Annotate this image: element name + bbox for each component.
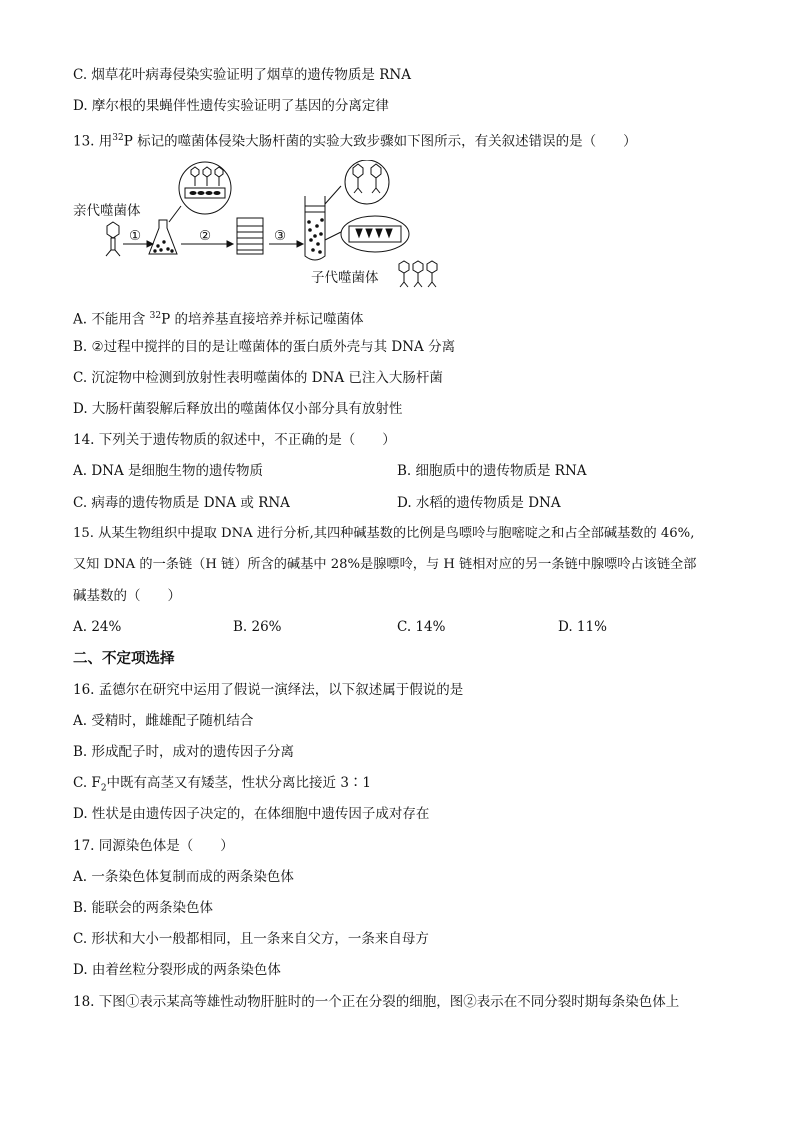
offspring-phage-icons xyxy=(399,261,437,287)
culture-flask-icon xyxy=(149,220,177,254)
section-heading: 二、不定项选择 xyxy=(73,651,175,667)
q15-option-b: B. 26% xyxy=(233,619,282,635)
infection-zoom-circle xyxy=(179,162,231,214)
q17-stem: 17. 同源染色体是（ ） xyxy=(73,838,234,854)
q15-option-c: C. 14% xyxy=(397,619,446,635)
q16-stem: 16. 孟德尔在研究中运用了假说一演绎法，以下叙述属于假说的是 xyxy=(73,682,464,698)
q13-option-d: D. 大肠杆菌裂解后释放出的噬菌体仅小部分具有放射性 xyxy=(73,401,403,417)
q13-option-c: C. 沉淀物中检测到放射性表明噬菌体的 DNA 已注入大肠杆菌 xyxy=(73,370,443,386)
q16-option-b: B. 形成配子时，成对的遗传因子分离 xyxy=(73,744,295,760)
centrifuge-tube-icon xyxy=(305,196,325,260)
step-2-label: ② xyxy=(199,228,212,244)
q16-option-a: A. 受精时，雌雄配子随机结合 xyxy=(73,713,254,729)
q15-stem-line2: 又知 DNA 的一条链（H 链）所含的碱基中 28%是腺嘌呤，与 H 链相对应的另一条链中腺嘌呤占该链全部 xyxy=(73,557,697,572)
q17-option-c: C. 形状和大小一般都相同，且一条来自父方，一条来自母方 xyxy=(73,931,429,947)
q13-option-a: A. 不能用含 $^{32}$P 的培养基直接培养并标记噬菌体 xyxy=(73,311,364,328)
q17-option-d: D. 由着丝粒分裂形成的两条染色体 xyxy=(73,962,281,978)
q13-stem: 13. 用$^{32}$P 标记的噬菌体侵染大肠杆菌的实验大致步骤如下图所示，有关叙述错误的是（ ） xyxy=(73,133,637,150)
q16-option-d: D. 性状是由遗传因子决定的，在体细胞中遗传因子成对存在 xyxy=(73,806,430,822)
phage-experiment-diagram xyxy=(73,160,443,300)
parent-phage-label: 亲代噬菌体 xyxy=(73,203,141,219)
q14-stem: 14. 下列关于遗传物质的叙述中，不正确的是（ ） xyxy=(73,432,396,448)
q15-option-a: A. 24% xyxy=(73,619,122,635)
supernatant-zoom-circle xyxy=(345,160,389,204)
q17-option-a: A. 一条染色体复制而成的两条染色体 xyxy=(73,869,294,885)
q14-option-b: B. 细胞质中的遗传物质是 RNA xyxy=(397,463,587,479)
q12-option-c: C. 烟草花叶病毒侵染实验证明了烟草的遗传物质是 RNA xyxy=(73,67,411,83)
q14-option-c: C. 病毒的遗传物质是 DNA 或 RNA xyxy=(73,495,290,511)
offspring-phage-label: 子代噬菌体 xyxy=(311,270,379,286)
parent-phage-icon xyxy=(106,222,120,256)
blender-beaker-icon xyxy=(237,218,263,254)
precipitate-zoom-circle xyxy=(341,216,409,252)
step-3-label: ③ xyxy=(274,228,287,244)
q14-option-a: A. DNA 是细胞生物的遗传物质 xyxy=(73,463,264,479)
q15-option-d: D. 11% xyxy=(558,619,607,635)
q15-stem-line1: 15. 从某生物组织中提取 DNA 进行分析,其四种碱基数的比例是鸟嘌呤与胞嘧啶之和占全部碱基数的 46%, xyxy=(73,526,695,541)
q17-option-b: B. 能联会的两条染色体 xyxy=(73,900,214,916)
q18-stem: 18. 下图①表示某高等雄性动物肝脏时的一个正在分裂的细胞，图②表示在不同分裂时期每条染色体上 xyxy=(73,994,680,1010)
q15-stem-line3: 碱基数的（ ） xyxy=(73,588,181,604)
step-1-label: ① xyxy=(129,228,142,244)
q16-option-c: C. $F_2$中既有高茎又有矮茎，性状分离比接近 3∶1 xyxy=(73,775,372,794)
q14-option-d: D. 水稻的遗传物质是 DNA xyxy=(397,495,561,511)
q12-option-d: D. 摩尔根的果蝇伴性遗传实验证明了基因的分离定律 xyxy=(73,98,389,114)
q13-option-b: B. ②过程中搅拌的目的是让噬菌体的蛋白质外壳与其 DNA 分离 xyxy=(73,339,456,355)
